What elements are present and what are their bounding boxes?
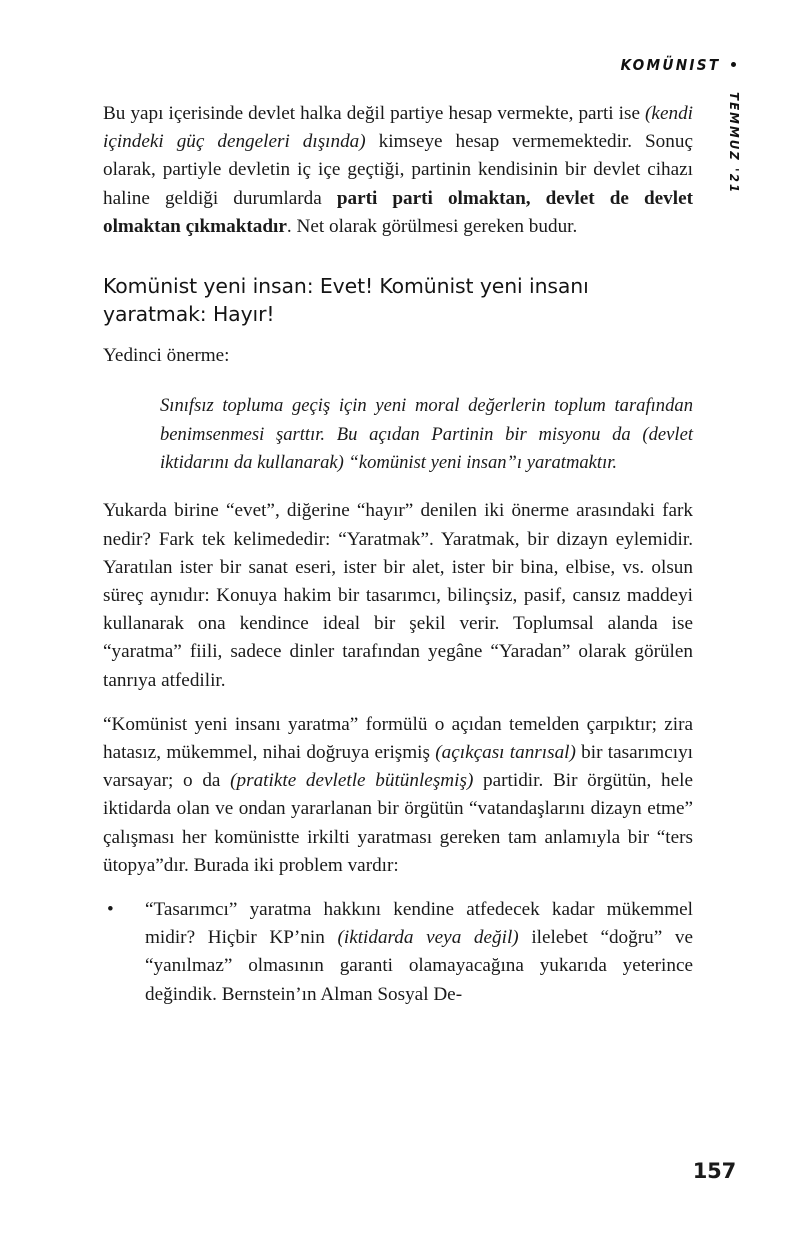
bullet-list — [103, 896, 693, 1009]
paragraph-4-segment-1: “Komünist yeni insanı yaratma” formülü o açıdan temelden çarpıktır; zira hatasız, mükemmel, nihai doğruya erişmiş — [103, 713, 693, 764]
paragraph-1-segment-5: . Net olarak görülmesi gereken budur. — [286, 215, 578, 237]
bullet-icon: • — [107, 899, 114, 921]
page-number: 157 — [692, 1159, 736, 1183]
paragraph-1-italic-1: (kendi içindeki güç dengeleri dışında) — [103, 103, 693, 153]
blockquote-text: Sınıfsız topluma geçiş için yeni moral değerlerin toplum tarafından benimsenmesi şarttır. Bu açıdan Partinin bir misyonu da (devlet iktidarını da kullanarak) “komünist yeni insan”ı yaratmaktır. — [160, 395, 693, 474]
bullet-dot-icon — [731, 62, 736, 67]
paragraph-3: Yukarda birine “evet”, diğerine “hayır” denilen iki önerme arasındaki fark nedir? Fark tek kelimededir: “Yaratmak”. Yaratmak, bir dizayn eylemidir. Yaratılan ister bir sanat eseri, ister bir alet, ister bir bina, elbise, vs. olsun süreç aynıdır: Konuya hakim bir tasarımcı, bilinçsiz, pasif, cansız maddeyi kullanarak ona kendince ideal bir şekil verir. Toplumsal alanda ise “yaratma” fiili, sadece dinler tarafından yegâne “Yaradan” olarak görülen tanrıya atfedilir. — [103, 500, 693, 691]
paragraph-4-italic-1: (açıkçası tanrısal) — [435, 742, 576, 764]
list-item-segment-1: “Tasarımcı” yaratma hakkını kendine atfedecek kadar mükemmel midir? Hiçbir KP’nin — [145, 899, 693, 949]
running-head — [607, 56, 736, 74]
paragraph-1-bold-1: parti parti olmaktan, devlet de devlet olmaktan çıkmaktadır — [103, 187, 693, 237]
paragraph-4-italic-2: (pratikte devletle bütünleşmiş) — [230, 770, 474, 792]
paragraph-4-segment-5: partidir. Bir örgütün, hele iktidarda olan ve ondan yararlanan bir örgütün “vatandaşlarını dizayn etme” çalışması her komünistte irkilti yaratması gereken tam anlamıyla bir “ters ütopya”dır. Burada iki problem vardır: — [103, 770, 693, 876]
paragraph-4-segment-3: bir tasarımcıyı varsayar; o da — [103, 742, 694, 792]
list-item-segment-3: ilelebet “doğru” ve “yanılmaz” olmasının garanti olamayacağına yukarıda yeterince değindik. Bernstein’ın Alman Sosyal De- — [145, 927, 693, 1005]
list-item — [103, 896, 693, 1009]
paragraph-4 — [103, 711, 693, 880]
section-heading: Komünist yeni insan: Evet! Komünist yeni insanı yaratmak: Hayır! — [103, 274, 589, 326]
paragraph-2: Yedinci önerme: — [103, 345, 230, 367]
list-item-italic-1: (iktidarda veya değil) — [337, 927, 519, 949]
text-column — [103, 100, 693, 1009]
running-head-date: TEMMUZ '21 — [727, 92, 742, 195]
paragraph-1 — [103, 100, 693, 241]
running-head-title: KOMÜNIST — [620, 56, 720, 74]
paragraph-1-segment-1: Bu yapı içerisinde devlet halka değil partiye hesap vermekte, parti ise — [103, 103, 646, 124]
blockquote — [103, 392, 693, 477]
paragraph-1-segment-3: kimseye hesap vermemektedir. Sonuç olarak, partiyle devletin iç içe geçtiği, partinin kendisinin bir devlet cihazı haline geldiği durumlarda — [103, 131, 693, 209]
